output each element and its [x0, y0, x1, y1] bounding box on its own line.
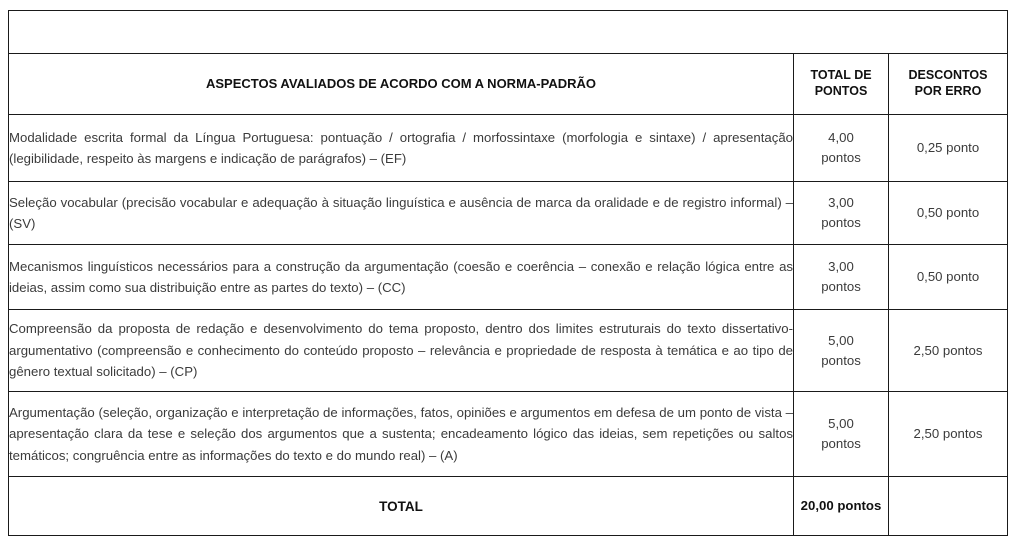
criterion-text: Modalidade escrita formal da Língua Portuguesa: pontuação / ortografia / morfossintaxe (morfologia e sintaxe) / apresentação (legibilidade, respeito às margens e indicação de parágrafos) – (EF): [9, 129, 793, 166]
total-points-value: 3,00: [828, 259, 854, 275]
deduction-value: 0,50 ponto: [916, 269, 980, 285]
criterion-deduction: [889, 310, 1008, 392]
total-points-unit: pontos: [821, 215, 861, 230]
column-header-desconto-line2: POR ERRO: [914, 84, 982, 98]
table-row: [9, 392, 1008, 477]
table-total-row: [9, 477, 1008, 536]
total-points-unit: pontos: [821, 279, 861, 294]
criterion-deduction: [889, 115, 1008, 182]
criterion-description: [9, 245, 794, 310]
column-header-total: [794, 54, 889, 115]
criterion-text: Seleção vocabular (precisão vocabular e adequação à situação linguística e ausência de marca da oralidade e de registro informal) – (SV): [9, 194, 793, 231]
criterion-text: Argumentação (seleção, organização e interpretação de informações, fatos, opiniões e argumentos em defesa de um ponto de vista – apresentação clara da tese e seleção dos argumentos que a sustenta; encadeamento lógico das ideias, sem repetições ou saltos temáticos; congruência entre as informações do texto e do mundo real) – (A): [9, 404, 793, 463]
criterion-description: [9, 182, 794, 245]
total-points-value: 5,00: [828, 332, 854, 348]
criterion-description: [9, 115, 794, 182]
table-title-row: [9, 11, 1008, 54]
column-header-desconto: [889, 54, 1008, 115]
criterion-text: Compreensão da proposta de redação e desenvolvimento do tema proposto, dentro dos limites estruturais do texto dissertativo-argumentativo (compreensão e conhecimento do conteúdo proposto – relevância e propriedade de resposta à temática e ao tipo de gênero textual solicitado) – (CP): [9, 321, 793, 380]
total-row-points-value: 20,00: [800, 498, 834, 514]
total-row-label: TOTAL: [379, 498, 423, 514]
column-header-total-line2: PONTOS: [814, 84, 868, 98]
criterion-description: [9, 392, 794, 477]
total-row-points-unit: pontos: [837, 498, 882, 514]
total-points-unit: pontos: [821, 352, 861, 368]
criterion-text: Mecanismos linguísticos necessários para a construção da argumentação (coesão e coerência – conexão e relação lógica entre as ideias, assim como sua distribuição entre as partes do texto) – (CC): [9, 258, 793, 295]
total-points-unit: pontos: [821, 150, 861, 165]
column-header-aspect: [9, 54, 794, 115]
deduction-value: 0,50 ponto: [916, 205, 980, 221]
deduction-value: 2,50 pontos: [913, 426, 983, 442]
criterion-deduction: [889, 392, 1008, 477]
table-row: [9, 182, 1008, 245]
column-header-desconto-line1: DESCONTOS: [908, 68, 988, 83]
total-row-label-cell: [9, 477, 794, 536]
total-points-unit: pontos: [821, 436, 861, 451]
criterion-deduction: [889, 182, 1008, 245]
criterion-description: [9, 310, 794, 392]
criterion-total-points: [794, 310, 889, 392]
criterion-deduction: [889, 245, 1008, 310]
deduction-value: 0,25 ponto: [916, 140, 980, 156]
criterion-total-points: [794, 245, 889, 310]
total-points-value: 3,00: [828, 195, 854, 211]
total-row-deduction-cell: [889, 477, 1008, 536]
table-title-text: CRITÉRIOS DE CORREÇÃO DA PROVA DE REDAÇÃO: [318, 24, 698, 40]
deduction-value: 2,50 pontos: [913, 342, 983, 358]
criteria-table: [8, 10, 1008, 536]
table-header-row: [9, 54, 1008, 115]
total-points-value: 5,00: [828, 416, 854, 432]
criterion-total-points: [794, 182, 889, 245]
total-points-value: 4,00: [828, 130, 854, 146]
table-row: [9, 115, 1008, 182]
table-row: [9, 310, 1008, 392]
criterion-total-points: [794, 392, 889, 477]
column-header-aspect-label: ASPECTOS AVALIADOS DE ACORDO COM A NORMA-PADRÃO: [205, 75, 596, 91]
table-row: [9, 245, 1008, 310]
total-row-points-cell: [794, 477, 889, 536]
criterion-total-points: [794, 115, 889, 182]
column-header-total-line1: TOTAL DE: [810, 68, 872, 83]
table-title-cell: [9, 11, 1008, 54]
